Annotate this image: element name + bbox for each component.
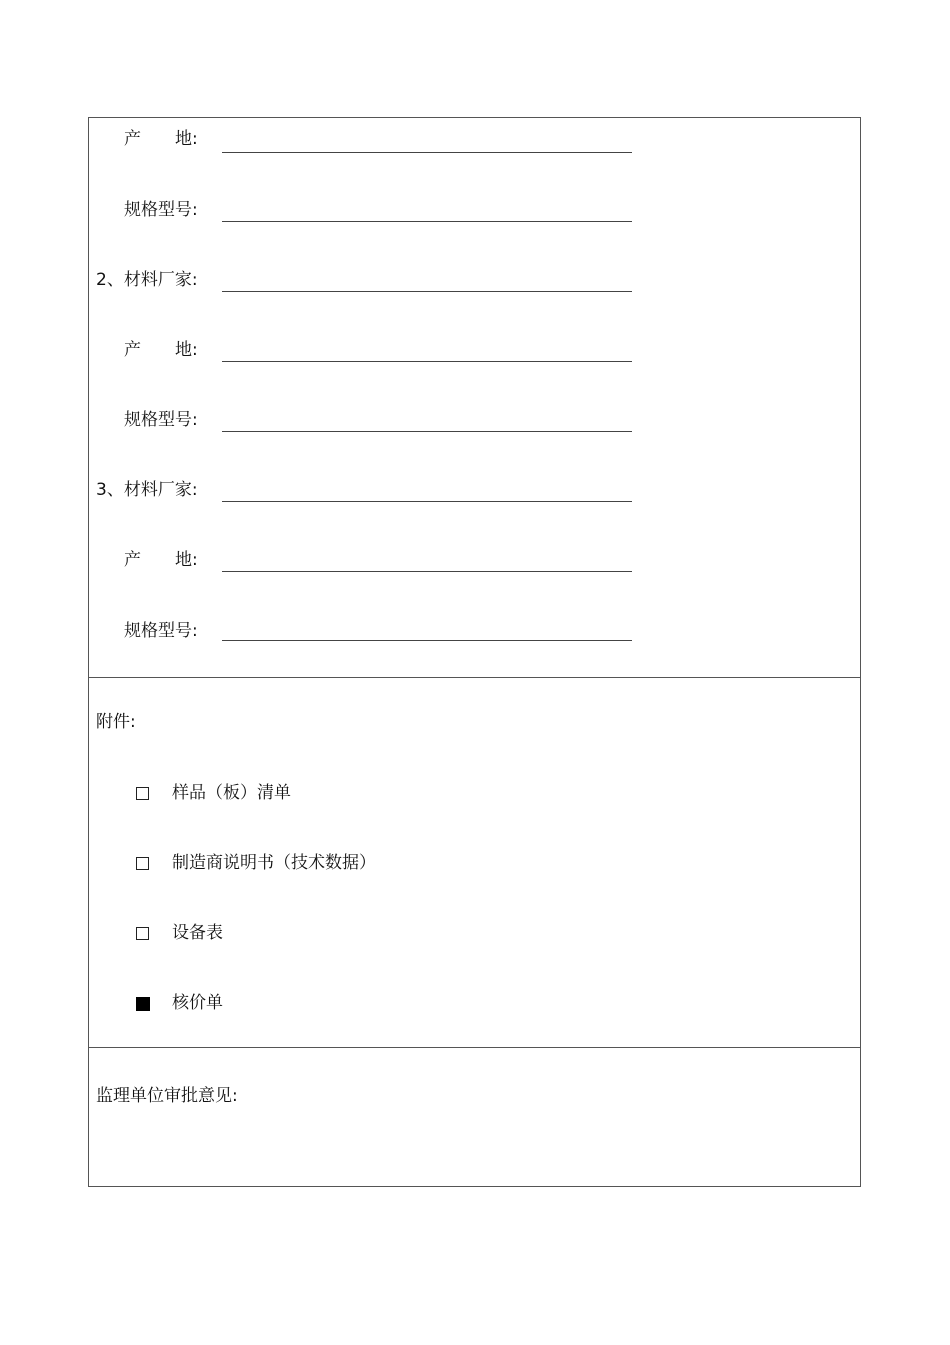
attachments-title: 附件: [96,712,136,732]
attachment-label-manufacturer-manual: 制造商说明书（技术数据） [172,853,376,873]
material-2-maker-label: 2、材料厂家: [96,270,198,290]
attachment-checkbox-sample-list[interactable] [136,787,149,800]
attachment-checkbox-price-check[interactable] [136,997,150,1011]
supervision-opinion-title: 监理单位审批意见: [96,1086,238,1106]
material-2-origin-label: 产 地: [124,340,198,360]
supervision-opinion-area[interactable] [96,1112,851,1182]
section-divider-materials [88,677,861,678]
material-1-origin-label: 产 地: [124,129,198,149]
material-2-origin-field[interactable] [222,361,632,362]
attachment-checkbox-equipment-table[interactable] [136,927,149,940]
attachment-label-equipment-table: 设备表 [172,923,223,943]
material-2-spec-label: 规格型号: [124,410,198,430]
section-divider-attachments [88,1047,861,1048]
material-1-spec-label: 规格型号: [124,200,198,220]
material-1-spec-field[interactable] [222,221,632,222]
attachment-checkbox-manufacturer-manual[interactable] [136,857,149,870]
material-2-maker-field[interactable] [222,291,632,292]
material-3-origin-label: 产 地: [124,550,198,570]
material-1-origin-field[interactable] [222,152,632,153]
material-3-spec-field[interactable] [222,640,632,641]
material-3-maker-label: 3、材料厂家: [96,480,198,500]
form-frame [88,117,861,1187]
attachment-label-price-check: 核价单 [172,993,223,1013]
material-3-maker-field[interactable] [222,501,632,502]
material-2-spec-field[interactable] [222,431,632,432]
material-3-origin-field[interactable] [222,571,632,572]
material-3-spec-label: 规格型号: [124,621,198,641]
attachment-label-sample-list: 样品（板）清单 [172,783,291,803]
